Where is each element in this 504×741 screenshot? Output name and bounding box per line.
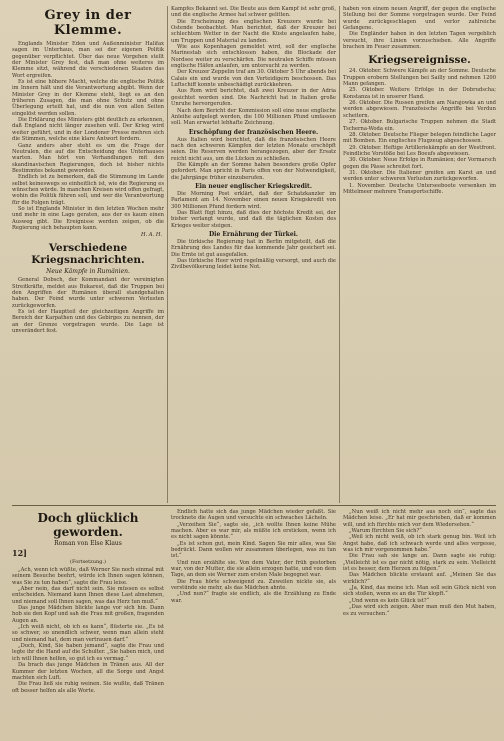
column-middle [171,6,336,503]
signature: H. A. H. [140,232,162,239]
paragraph: Und nun erzählte sie. Von dem Vater, der früh gestorben war, von der Mutter, die sie allein erzogen hatte, und von dem Tage, an dem sie Werner zum ersten Male begegnet war. [171,559,336,579]
paragraph: Die Morning Post erklärt, daß der Schatzkanzler im Parlament am 14. November einen neuen Kriegskredit von 300 Millionen Pfund fordern wird. [171,190,336,210]
column-right [343,6,496,503]
paragraph: Das Blatt fügt hinzu, daß dies der höchste Kredit sei, der bisher verlangt wurde, und daß die täglichen Kosten des Krieges weiter steigen. [171,209,336,229]
paragraph: „Es ist schon gut, mein Kind. Sagen Sie mir alles, was Sie bedrückt. Dann wollen wir zusammen überlegen, was zu tun ist.“ [171,540,336,560]
column-divider [339,6,340,503]
paragraph: „Verzeihen Sie“, sagte sie, „ich wollte Ihnen keine Mühe machen. Aber es war mir, als müßte ich ersticken, wenn ich es nicht sagen könnte.“ [171,521,336,541]
war-event-item: 1. November. Deutsche Unterseeboote versenken im Mittelmeer mehrere Transportschiffe. [343,182,496,195]
column-divider [167,6,168,503]
war-event-item: 27. Oktober. Bulgarische Truppen nehmen die Stadt Tscherna-Woda ein. [343,119,496,132]
continuation-note: (Fortsetzung.) [70,559,106,565]
novel-column-middle [171,509,336,737]
paragraph: Es ist der Hauptteil der gleichzeitigen Angriffe im Bereich der Karpathen und des Gebirges zu nennen, der an der Grenze vorgetragen wurde. Die Lage ist unverändert fest. [12,309,164,335]
paragraph: Da brach das junge Mädchen in Tränen aus. All der Kummer der letzten Wochen, all die Sorge und Angst machten sich Luft. [12,662,164,681]
feuilleton-divider [12,505,496,506]
paragraph: „Ach, wenn ich wüßte, daß Werner Sie noch einmal mit seinem Besuche beehrt, würde ich Ihnen sagen können, was Sie zu tun haben“, sagte die Frau leise. [12,567,164,586]
paragraph: Die türkische Regierung hat in Berlin mitgeteilt, daß die Ernährung des Landes für das kommende Jahr gesichert sei. Die Ernte ist gut ausgefallen. [171,239,336,258]
war-event-item: 28. Oktober. Deutsche Flieger belegen feindliche Lager mit Bomben. Ein englisches Flugzeug abgeschossen. [343,131,496,145]
paragraph: Nach dem Bericht der Kommission soll eine neue englische Anleihe aufgelegt werden, die 100 Millionen Pfund umfassen soll. Man erwartet lebhafte Zeichnung. [171,107,336,127]
paragraph: So ist Englands Minister in den letzten Wochen mehr und mehr in eine Lage geraten, aus der es kaum einen Ausweg gibt. Die Ereignisse werden zeigen, ob die Regierung sich behaupten kann. [12,205,164,231]
paragraph: Englands Minister Eden und Außenminister Halifax sagen im Unterhaus, man sei der eigenen Politik gegenüber verpflichtet. Über das neue Vorgehen stellt der Minister Grey fest, daß man ohne weiteres im Klemme sitzt, während die verschiedenen Staaten das Wort ergreifen. [12,41,164,79]
section-heading: Die Ernährung der Türkei. [208,231,299,238]
paragraph: „Das wird sich zeigen. Aber man muß den Mut haben, es zu versuchen.“ [343,604,496,617]
paragraph: Endlich hatte sich das junge Mädchen wieder gefaßt. Sie trocknete die Augen und versuchte ein schwaches Lächeln. [171,509,336,522]
novel-title: Doch glücklich geworden. [37,511,139,539]
upper-section [12,6,496,503]
paragraph: General Dobsch, der Kommandant der vereinigten Streitkräfte, meldet aus Bukarest, daß die Truppen bei den Angriffen der Rumänen überall standgehalten haben. Der Feind wurde unter schweren Verlusten zurückgeworfen. [12,277,164,309]
article-heading: Verschiedene Kriegsnachrichten. [31,242,145,267]
article-heading: Grey in der Klemme. [44,8,132,38]
feuilleton-section [12,509,496,737]
paragraph: Die Frau hörte schweigend zu. Zuweilen nickte sie, als verstünde sie mehr, als das Mädchen ahnte. [171,578,336,592]
article-heading: Kriegsereignisse. [368,54,471,67]
paragraph: Es ist eine höhere Macht, welche die englische Politik im Innern hält und die Verantwortung abgibt. Wenn der Minister Grey in der Klemme steht, liegt es an den früheren Zusagen, die man ohne Schutz und ohne Überlegung erteilt hat, und die nun von allen Seiten eingelöst werden sollen. [12,79,164,117]
paragraph: Wie aus Kopenhagen gemeldet wird, soll der englische Marinestab sich entschlossen haben, die Blockade der Nordsee weiter zu verschärfen. Die neutralen Schiffe müssen englische Häfen anlaufen, um untersucht zu werden. [171,44,336,70]
paragraph: Die Kämpfe an der Somme haben besonders große Opfer gefordert. Man spricht in Paris offen von der Notwendigkeit, die Jahrgänge früher einzuberufen. [171,161,336,181]
paragraph: „Und nun?“ fragte sie endlich, als die Erzählung zu Ende war. [171,591,336,604]
paragraph: Das junge Mädchen blickte lange vor sich hin. Dann hob sie den Kopf und sah die Frau mit großen, fragenden Augen an. [12,605,164,624]
column-left [12,6,164,503]
novel-column-right [343,509,496,737]
war-event-item: 24. Oktober. Schwere Kämpfe an der Somme. Deutsche Truppen erobern Stellungen bei Sailly und nehmen 1200 Mann gefangen. [343,68,496,88]
paragraph: Aus Italien wird berichtet, daß die französischen Heere nach den schweren Kämpfen der letzten Monate erschöpft seien. Die Reserven werden herangezogen, aber der Ersatz reicht nicht aus, um die Lücken zu schließen. [171,136,336,162]
war-event-item: 31. Oktober. Die Italiener greifen am Karst an und werden unter schweren Verlusten zurückgeworfen. [343,169,496,183]
paragraph: Kampfes Bekannt sei. Die Beute aus dem Kampf ist sehr groß, und die englische Armee hat schwer gelitten. [171,6,336,19]
paragraph: Die Erscheinung des englischen Kreuzers wurde bei Ostende beobachtet. Man berichtet, daß der Kreuzer bei schlechtem Wetter in der Nacht die Küste angelaufen habe, um Truppen und Material zu landen. [171,18,336,44]
paragraph: Das türkische Heer wird regelmäßig versorgt, und auch die Zivilbevölkerung leidet keine Not. [171,258,336,271]
paragraph: „Warum fürchten Sie sich?“ [349,528,422,535]
installment-number: 12] [12,548,27,558]
paragraph: „Ja, Kind, das meine ich. Man soll sein Glück nicht von sich stoßen, wenn es an die Tür klopft.“ [343,585,496,598]
paragraph: „Aber nein, das darf nicht sein. Sie müssen es selbst entscheiden. Niemand kann Ihnen diese Last abnehmen, und niemand soll Ihnen sagen, was das Herz tun muß.“ [12,586,164,605]
paragraph: „Doch, Kind, Sie haben jemand“, sagte die Frau und legte ihr die Hand auf die Schulter. „Sie haben mich, und ich will Ihnen helfen, so gut ich es vermag.“ [12,643,164,662]
subheading: Neue Kämpfe in Rumänien. [46,268,130,276]
paragraph: „Weil ich nicht weiß, ob ich stark genug bin. Weil ich Angst habe, daß ich schwach werde und alles vergesse, was ich mir vorgenommen habe.“ [343,534,496,554]
paragraph: Der Kreuzer Zeppelin traf am 30. Oktober 5 Uhr abends bei Calais ein und wurde von den Verteidigern beschossen. Das Luftschiff konnte unbeschädigt zurückkehren. [171,69,336,89]
paragraph: Ganz anders aber steht es um die Frage der Neutralen, die auf die Entscheidung des Unterhauses warten. Man hört von Verhandlungen mit den skandinavischen Regierungen, doch ist bisher nichts Bestimmtes bekannt geworden. [12,142,164,174]
war-event-item: 29. Oktober. Heftige Artilleriekämpfe an der Westfront. Feindliche Vorstöße bei Les Boeufs abgewiesen. [343,144,496,157]
war-event-item: 26. Oktober. Die Russen greifen am Narajowka an und werden abgewiesen. Französische Angriffe bei Verdun scheitern. [343,100,496,119]
paragraph: Die Frau ließ sie ruhig weinen. Sie wußte, daß Tränen oft besser helfen als alle Worte. [12,681,164,694]
war-event-item: 25. Oktober. Weitere Erfolge in der Dobrudscha; Konstanza ist in unserer Hand. [343,87,496,100]
section-heading: Erschöpfung der französischen Heere. [188,128,319,136]
paragraph: haben von einem neuen Angriff, der gegen die englische Stellung bei der Somme vorgetragen wurde. Der Feind wurde zurückgeschlagen und verlor zahlreiche Gefangene. [343,6,496,32]
novel-author: Roman von Else Klaus [54,540,122,547]
paragraph: „Nun weiß ich nicht mehr aus noch ein“, sagte das Mädchen leise. „Er hat mir geschrieben, daß er kommen will, und ich fürchte mich vor dem Wiedersehen.“ [343,509,496,528]
paragraph: Die Frau sah sie lange an. Dann sagte sie ruhig: „Vielleicht ist es gar nicht nötig, stark zu sein. Vielleicht ist es besser, dem Herzen zu folgen.“ [343,553,496,573]
paragraph: Aus Rom wird berichtet, daß zwei Kreuzer in der Adria gesichtet worden sind. Die Nachricht hat in Italien große Unruhe hervorgerufen. [171,88,336,108]
novel-column-left [12,509,164,737]
paragraph: „Und wenn es kein Glück ist?“ [349,597,430,604]
war-event-item: 30. Oktober. Neue Erfolge in Rumänien; der Vormarsch gegen die Pässe schreitet fort. [343,157,496,170]
paragraph: Die Engländer haben in den letzten Tagen vergeblich versucht, ihre Linien vorzuschieben. Alle Angriffe brachen im Feuer zusammen. [343,31,496,51]
paragraph: Endlich ist zu bemerken, daß die Stimmung im Lande selbst keineswegs so einheitlich ist, wie die Regierung es wünschen würde. In manchen Kreisen wird offen gefragt, wohin die Politik führen soll, und wer die Verantwortung für die Folgen trägt. [12,174,164,206]
section-heading: Ein neuer englischer Kriegskredit. [195,182,312,190]
paragraph: Die Erklärung des Ministers gibt deutlich zu erkennen, daß England nicht länger zusehen will. Der Krieg wird weiter geführt, und in der Londoner Presse mehren sich die Stimmen, welche eine klare Antwort fordern. [12,117,164,143]
paragraph: Das Mädchen blickte erstaunt auf. „Meinen Sie das wirklich?“ [343,572,496,585]
paragraph: „Ich weiß nicht, ob ich es kann“, flüsterte sie. „Es ist so schwer, so unendlich schwer, wenn man allein steht und niemand hat, dem man vertrauen darf.“ [12,624,164,643]
